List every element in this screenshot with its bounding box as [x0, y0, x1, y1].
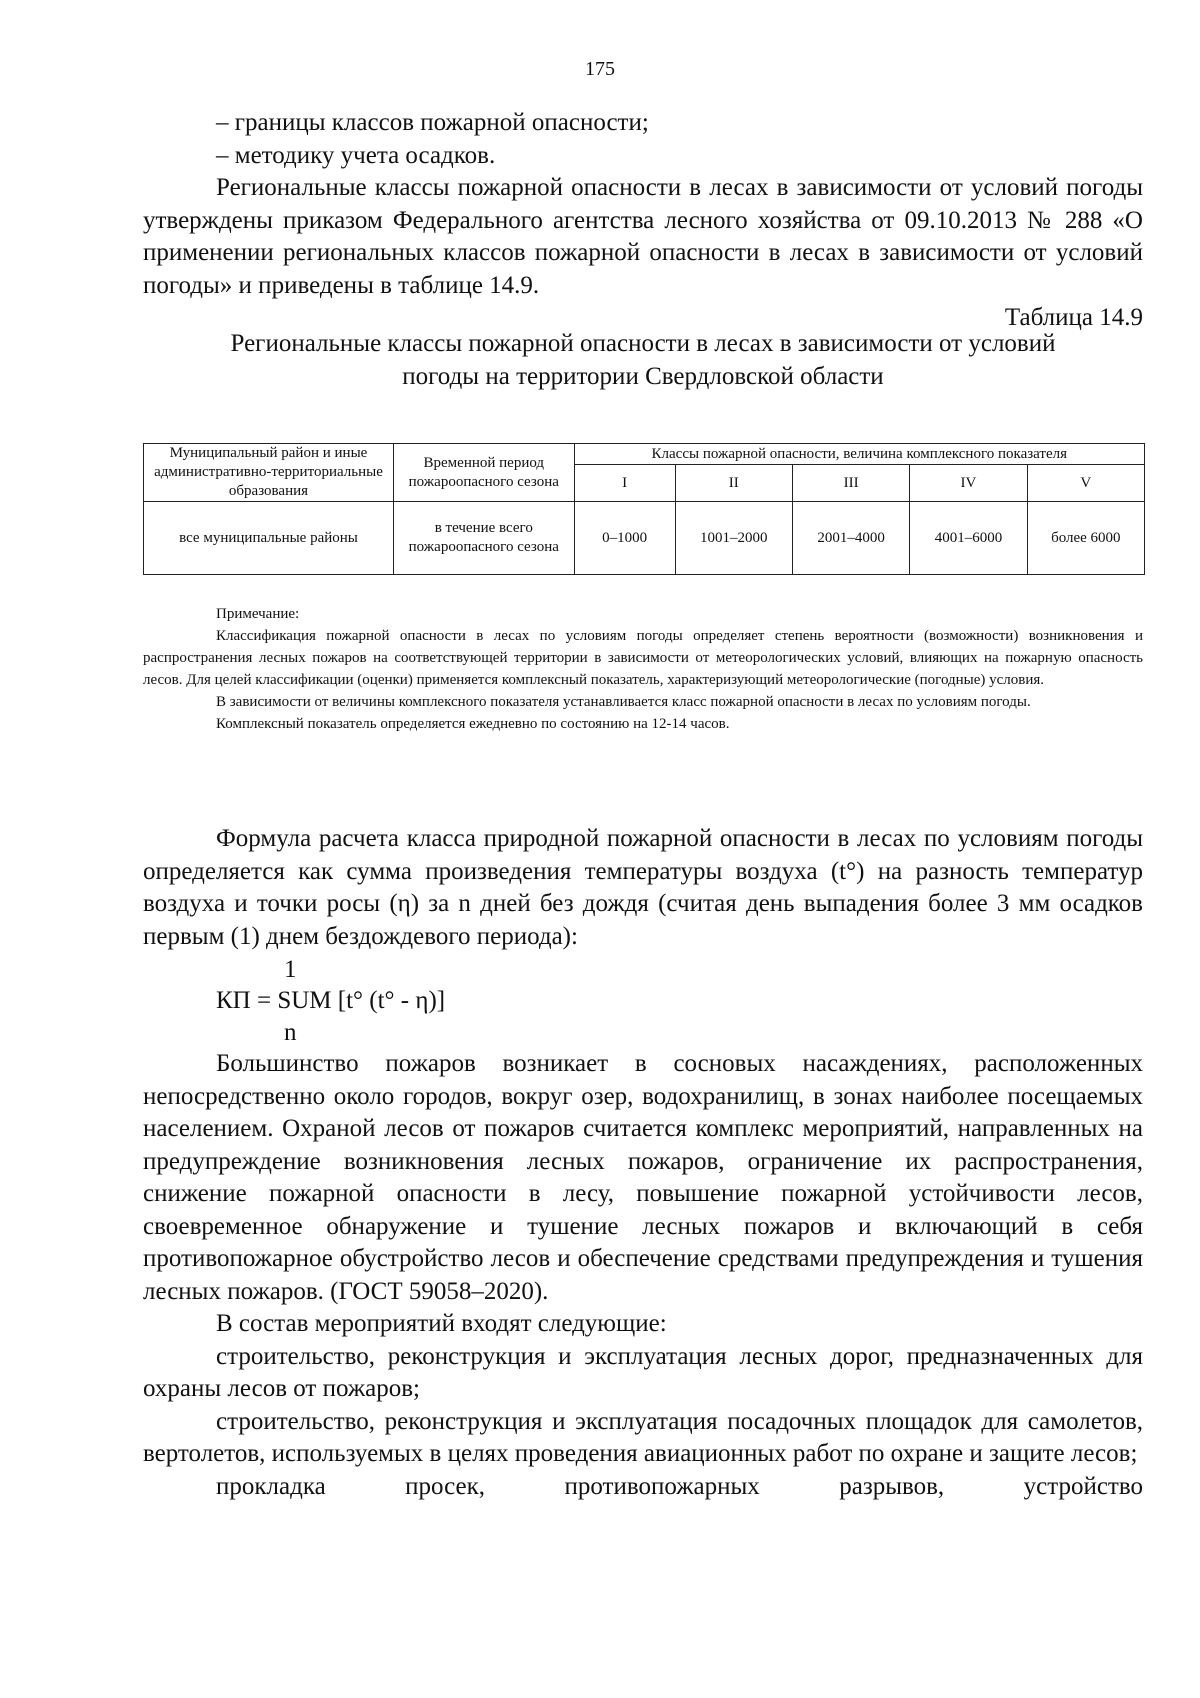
list-item: – границы классов пожарной опасности; — [216, 109, 649, 136]
formula-expression: КП = SUM [t° (t° - η)] — [216, 987, 446, 1014]
list-item: строительство, реконструкция и эксплуатация лесных дорог, предназначенных для охраны лесов от пожаров; — [143, 1342, 1143, 1402]
table-cell-value: 1001–2000 — [675, 502, 792, 575]
table-class-label: I — [574, 465, 675, 502]
formula-upper-limit: 1 — [284, 956, 297, 983]
fire-class-table — [143, 443, 1145, 575]
table-header-region: Муниципальный район и иные административно-территориальные образования — [144, 444, 394, 502]
table-header-period: Временной период пожароопасного сезона — [393, 444, 574, 502]
table-row — [144, 502, 1145, 575]
table-cell-period: в течение всего пожароопасного сезона — [393, 502, 574, 575]
paragraph: В состав мероприятий входят следующие: — [216, 1310, 667, 1337]
table-header-classes: Классы пожарной опасности, величина комплексного показателя — [574, 444, 1144, 465]
paragraph: Большинство пожаров возникает в сосновых насаждениях, расположенных непосредственно около городов, вокруг озер, водохранилищ, в зонах наиболее посещаемых населением. Охраной лесов от пожаров считается комплекс мероприятий, направленных на предупреждение возникновения лесных пожаров, ограничение их распространения, снижение пожарной опасности в лесу, повышение пожарной устойчивости лесов, своевременное обнаружение и тушение лесных пожаров и включающий в себя противопожарное обустройство лесов и обеспечение средствами предупреждения и тушения лесных пожаров. (ГОСТ 59058–2020). — [143, 1050, 1143, 1305]
intro-block — [143, 107, 1143, 335]
table-cell-region: все муниципальные районы — [144, 502, 394, 575]
table-cell-value: более 6000 — [1027, 502, 1144, 575]
table-title-line: Региональные классы пожарной опасности в лесах в зависимости от условий — [230, 330, 1056, 357]
table-cell-value: 4001–6000 — [910, 502, 1027, 575]
formula-intro-block — [143, 823, 1143, 953]
page-number: 175 — [585, 58, 615, 80]
table-cell-value: 0–1000 — [574, 502, 675, 575]
table-class-label: II — [675, 465, 792, 502]
note-paragraph: Классификация пожарной опасности в лесах по условиям погоды определяет степень вероятности (возможности) возникновения и распространения лесных пожаров на соответствующей территории в зависимости от метеорологических условий, влияющих на пожарную опасность лесов. Для целей классификации (оценки) применяется комплексный показатель, характеризующий метеорологические (погодные) условия. — [143, 628, 1143, 688]
table-cell-value: 2001–4000 — [792, 502, 909, 575]
table-class-label: IV — [910, 465, 1027, 502]
table-class-label: III — [792, 465, 909, 502]
paragraph: Формула расчета класса природной пожарной опасности в лесах по условиям погоды определяется как сумма произведения температуры воздуха (t°) на разность температур воздуха и точки росы (η) за n дней без дождя (считая день выпадения более 3 мм осадков первым (1) днем бездождевого периода): — [143, 825, 1143, 950]
table-class-label: V — [1027, 465, 1144, 502]
formula-lower-limit: n — [284, 1019, 297, 1046]
table-note — [143, 603, 1143, 735]
body-block — [143, 1048, 1143, 1503]
note-paragraph: Комплексный показатель определяется ежедневно по состоянию на 12-14 часов. — [216, 716, 730, 732]
note-paragraph: В зависимости от величины комплексного показателя устанавливается класс пожарной опасности в лесах по условиям погоды. — [216, 694, 1031, 710]
table-title-line: погоды на территории Свердловской области — [402, 362, 884, 390]
list-item: прокладка просек, противопожарных разрывов, устройство — [216, 1472, 1143, 1500]
table-header-row — [144, 444, 1145, 465]
table-title — [143, 328, 1143, 393]
note-title: Примечание: — [216, 606, 300, 622]
table-label: Таблица 14.9 — [1004, 304, 1143, 331]
list-item: – методику учета осадков. — [216, 141, 496, 169]
list-item: строительство, реконструкция и эксплуатация посадочных площадок для самолетов, вертолетов, используемых в целях проведения авиационных работ по охране и защите лесов; — [143, 1407, 1143, 1467]
paragraph: Региональные классы пожарной опасности в лесах в зависимости от условий погоды утверждены приказом Федерального агентства лесного хозяйства от 09.10.2013 № 288 «О применении региональных классов пожарной опасности в лесах в зависимости от условий погоды» и приведены в таблице 14.9. — [143, 174, 1143, 299]
